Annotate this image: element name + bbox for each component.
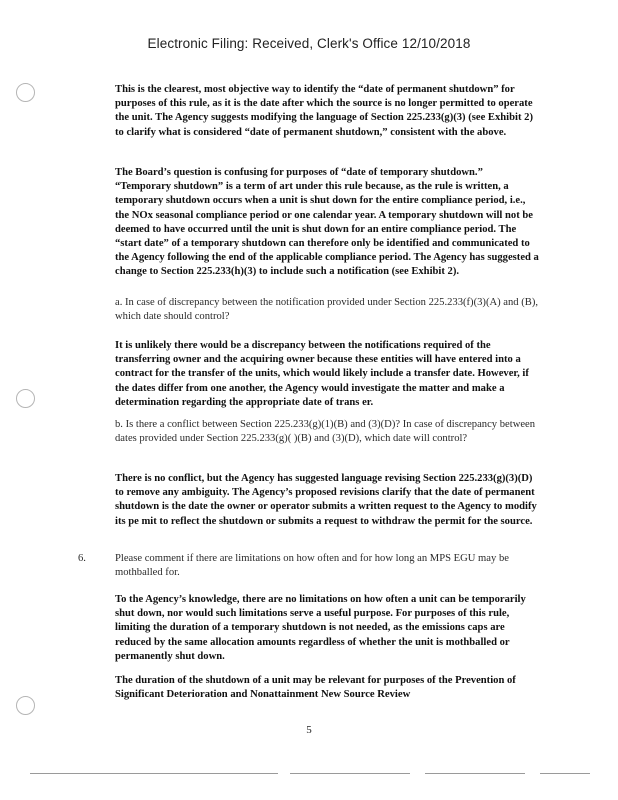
footer-rule-end xyxy=(540,773,590,774)
paragraph-psd-nsr: The duration of the shutdown of a unit may be relevant for purposes of the Prevention of Significant Deterioration and Nonattainment New Source Review xyxy=(115,675,516,701)
page-number: 5 xyxy=(306,724,312,736)
punch-hole-bottom xyxy=(16,696,35,715)
question-b: b. Is there a conflict between Section 225.233(g)(1)(B) and (3)(D)? In case of discrepancy between dates provided under Section 225.233(g)( )(B) and (3)(D), which date will control? xyxy=(115,419,536,445)
punch-hole-top xyxy=(16,83,35,102)
answer-b: There is no conflict, but the Agency has suggested language revising Section 225.233(g)(3)(D) to remove any ambiguity. The Agency’s proposed revisions clarify that the date of permanent shutdown is the date the owner or operator submits a written request to the Agency to modify its pe mit to reflect the shutdown or submits a request to withdraw the permit for the source. xyxy=(115,473,537,527)
answer-a: It is unlikely there would be a discrepancy between the notifications required of the transferring owner and the acquiring owner because these entities will have entered into a contract for the transfer of the units, which would likely include a transfer date. However, if the dates differ from one another, the Agency would investigate the matter and make a determination regarding the appropriate date of trans er. xyxy=(115,340,529,408)
question-a: a. In case of discrepancy between the notification provided under Section 225.233(f)(3)(A) and (B), which date should control? xyxy=(115,297,539,323)
footer-rule-middle xyxy=(290,773,410,774)
punch-hole-middle xyxy=(16,389,35,408)
item-number-6: 6. xyxy=(78,553,86,564)
answer-6: To the Agency’s knowledge, there are no limitations on how often a unit can be temporarily shut down, nor would such limitations serve a useful purpose. For purposes of this rule, limiting the duration of a temporary shutdown is not needed, as the emissions caps are reduced by the same allocation amounts regardless of whether the unit is mothballed or permanently shut down. xyxy=(115,594,526,662)
question-6: Please comment if there are limitations on how often and for how long an MPS EGU may be mothballed for. xyxy=(115,553,509,579)
filing-header: Electronic Filing: Received, Clerk's Office 12/10/2018 xyxy=(147,36,471,51)
footer-rule-right xyxy=(425,773,525,774)
footer-rule-left xyxy=(30,773,278,774)
paragraph-permanent-shutdown: This is the clearest, most objective way to identify the “date of permanent shutdown” for purposes of this rule, as it is the date after which the source is no longer permitted to operate the unit. The Agency suggests modifying the language of Section 225.233(g)(3) (see Exhibit 2) to clarify what is considered “date of permanent shutdown,” consistent with the above. xyxy=(115,84,533,138)
paragraph-temporary-shutdown: The Board’s question is confusing for purposes of “date of temporary shutdown.” “Temporary shutdown” is a term of art under this rule because, as the rule is written, a temporary shutdown occurs when a unit is shut down for the entire compliance period, i.e., the NOx seasonal compliance period or one calendar year. A temporary shutdown will not be deemed to have occurred until the unit is shut down for an entire compliance period. The “start date” of a temporary shutdown can therefore only be identified and communicated to the Agency following the end of the applicable compliance period. The Agency has suggested a change to Section 225.233(h)(3) to include such a notification (see Exhibit 2). xyxy=(115,167,539,278)
